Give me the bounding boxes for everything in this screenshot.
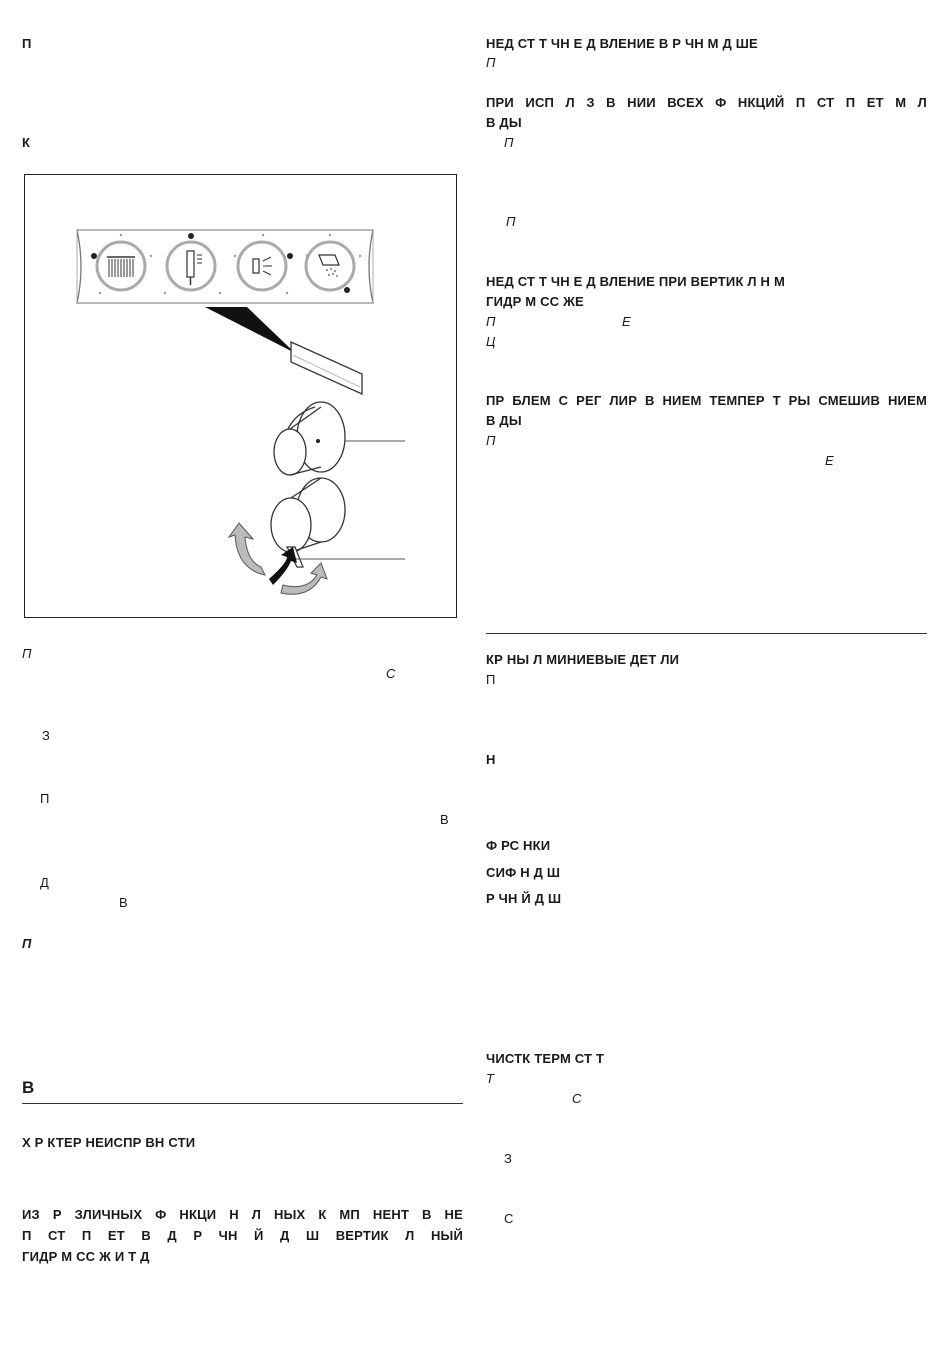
care-text: П [486, 672, 496, 687]
step-2-note: В [440, 812, 449, 827]
q2-title-line1: ПРИ ИСП Л З В НИИ ВСЕХ Ф НКЦИЙ П СТ П ЕТ М Л [486, 95, 927, 110]
step-1: З [42, 728, 50, 743]
q1-title: НЕД СТ Т ЧН Е Д ВЛЕНИЕ В Р ЧН М Д ШЕ [486, 36, 758, 51]
left-heading-p: П [22, 36, 32, 51]
body-jet-icon [238, 242, 286, 290]
control-panel [77, 230, 373, 303]
mixer-diagram-svg [25, 175, 458, 619]
q3-title-line2: ГИДР М СС ЖЕ [486, 294, 584, 309]
thermo-text-a: Т [486, 1071, 494, 1086]
left-heading-k: К [22, 135, 31, 150]
hand-shower-icon [167, 242, 215, 290]
q3-answer-a: П [486, 314, 496, 329]
q4-title-line2: В ДЫ [486, 413, 522, 428]
parts-item-3: Р ЧН Й Д Ш [486, 891, 562, 906]
upper-knob [274, 402, 405, 475]
fault-heading: Х Р КТЕР НЕИСПР ВН СТИ [22, 1135, 196, 1150]
section-title: В [22, 1078, 35, 1097]
q2-answer-a: П [504, 135, 514, 150]
q4-title-line1: ПР БЛЕМ С РЕГ ЛИР В НИЕМ ТЕМПЕР Т РЫ СМЕШИВ НИЕМ [486, 393, 927, 408]
fault-item-line2: П СТ П ЕТ В Д Р ЧН Й Д Ш ВЕРТИК Л НЫЙ [22, 1228, 463, 1243]
care-note: Н [486, 752, 496, 767]
parts-item-1: Ф РС НКИ [486, 838, 551, 853]
section-rule-left [22, 1103, 463, 1104]
care-title: КР НЫ Л МИНИЕВЫЕ ДЕТ ЛИ [486, 652, 680, 667]
q3-answer-e: Е [622, 314, 631, 329]
fault-item-line1: ИЗ Р ЗЛИЧНЫХ Ф НКЦИ Н Л НЫХ К МП НЕНТ В НЕ [22, 1207, 463, 1222]
zoom-wedge [205, 307, 295, 353]
fault-item-line3: ГИДР М СС Ж И Т Д [22, 1249, 150, 1264]
step-3-note: В [119, 895, 128, 910]
mixer-diagram [24, 174, 457, 618]
q2-answer-b: П [506, 214, 516, 229]
section-rule-right [486, 633, 927, 634]
figure-caption-p: П [22, 646, 32, 661]
thermo-title: ЧИСТК ТЕРМ СТ Т [486, 1051, 605, 1066]
q4-answer-a: П [486, 433, 496, 448]
thermo-step-2: С [504, 1211, 514, 1226]
thermo-text-c: С [572, 1091, 582, 1106]
italic-note: П [22, 936, 32, 951]
parts-item-2: СИФ Н Д Ш [486, 865, 561, 880]
rain-shower-icon [97, 242, 145, 290]
q3-title-line1: НЕД СТ Т ЧН Е Д ВЛЕНИЕ ПРИ ВЕРТИК Л Н М [486, 274, 785, 289]
panel-strip [291, 342, 362, 394]
shower-head-icon [306, 242, 354, 290]
q1-answer: П [486, 55, 496, 70]
step-3: Д [40, 875, 49, 890]
q3-answer-b: Ц [486, 334, 496, 349]
step-2: П [40, 791, 50, 806]
q4-answer-e: Е [825, 453, 834, 468]
figure-caption-c: С [386, 666, 396, 681]
thermo-step-1: З [504, 1151, 512, 1166]
q2-title-line2: В ДЫ [486, 115, 522, 130]
